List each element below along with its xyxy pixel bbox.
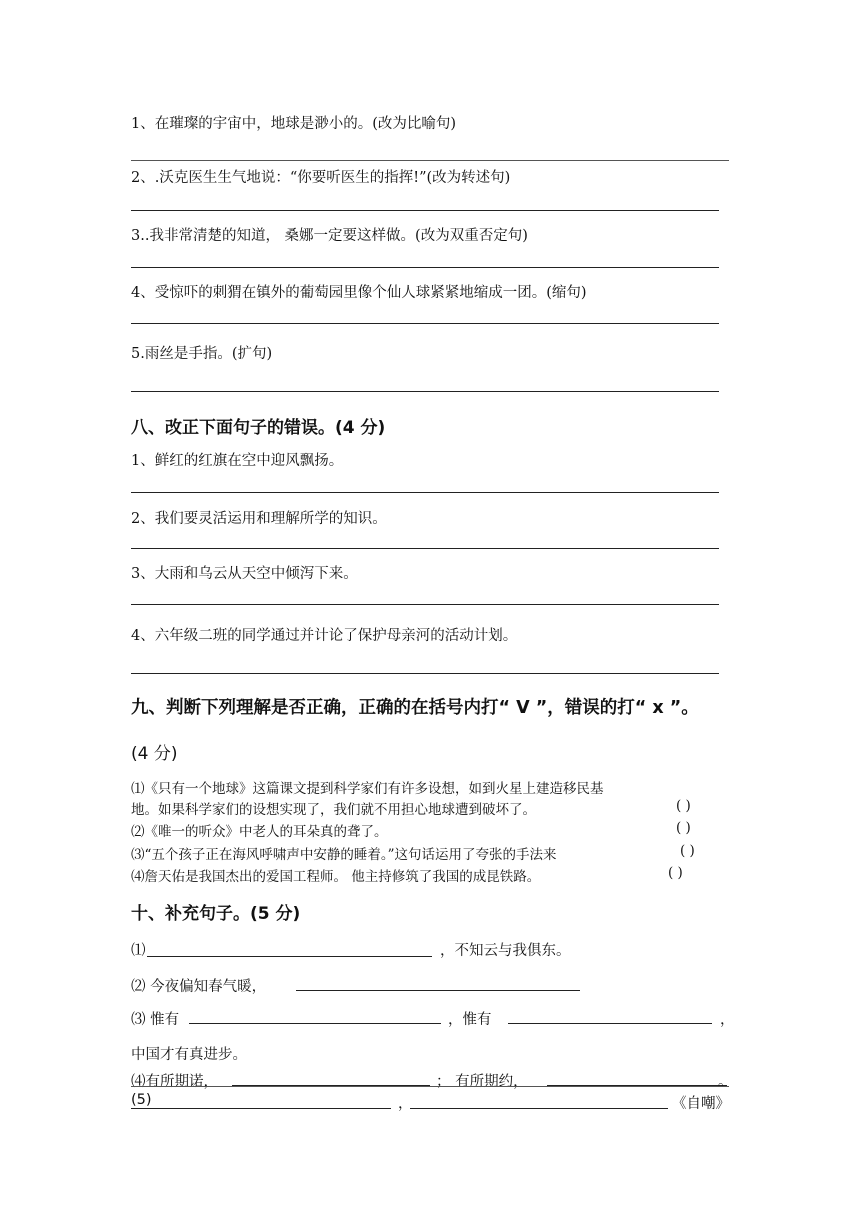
answer-line[interactable] — [131, 267, 719, 268]
fill-5-mid: ， — [398, 1096, 413, 1112]
fill-1-tail: ，不知云与我俱东。 — [440, 943, 571, 959]
fill-blank[interactable] — [296, 990, 580, 991]
answer-line[interactable] — [131, 604, 719, 605]
rewrite-item-3: 3..我非常清楚的知道， 桑娜一定要这样做。(改为双重否定句) — [131, 228, 528, 244]
answer-line[interactable] — [131, 492, 719, 493]
answer-paren[interactable]: ( ) — [676, 820, 691, 836]
answer-line[interactable] — [131, 323, 719, 324]
fill-3-mid: ，惟有 — [448, 1012, 492, 1028]
section-9-item-3: ⑶“五个孩子正在海风呼啸声中安静的睡着。”这句话运用了夸张的手法来 — [131, 847, 557, 863]
rewrite-item-4: 4、受惊吓的刺猬在镇外的葡萄园里像个仙人球紧紧地缩成一团。(缩句) — [131, 285, 587, 301]
fill-4-tail: 。 — [718, 1074, 733, 1090]
fill-1-label: ⑴ — [131, 943, 146, 959]
rewrite-item-5: 5.雨丝是手指。(扩句) — [131, 346, 273, 362]
section-9-item-1-cont: 地。如果科学家们的设想实现了，我们就不用担心地球遭到破坏了。 — [131, 802, 536, 818]
fill-blank[interactable] — [508, 1023, 712, 1024]
answer-paren[interactable]: ( ) — [676, 798, 691, 814]
answer-paren[interactable]: ( ) — [680, 843, 695, 859]
section-8-item-3: 3、大雨和乌云从天空中倾泻下来。 — [131, 566, 358, 582]
fill-3-label: ⑶ 惟有 — [131, 1012, 180, 1028]
section-9-item-1: ⑴《只有一个地球》这篇课文提到科学家们有许多设想，如到火星上建造移民基 — [131, 781, 604, 797]
fill-5-tail: 《自嘲》 — [672, 1096, 730, 1112]
divider-line — [131, 1086, 729, 1087]
fill-blank[interactable] — [147, 956, 432, 957]
rewrite-item-2: 2、.沃克医生生气地说：“你要听医生的指挥!”(改为转述句) — [131, 170, 511, 186]
section-9-item-4: ⑷詹天佑是我国杰出的爱国工程师。 他主持修筑了我国的成昆铁路。 — [131, 869, 541, 885]
fill-5-label: (5) — [131, 1092, 152, 1108]
section-8-title: 八、改正下面句子的错误。(4 分) — [131, 418, 386, 438]
answer-line[interactable] — [131, 391, 719, 392]
section-9-item-2: ⑵《唯一的听众》中老人的耳朵真的聋了。 — [131, 824, 388, 840]
answer-paren[interactable]: ( ) — [668, 865, 683, 881]
section-8-item-2: 2、我们要灵活运用和理解所学的知识。 — [131, 511, 387, 527]
answer-line[interactable] — [131, 673, 719, 674]
fill-2-label: ⑵ 今夜偏知春气暖， — [131, 979, 267, 995]
answer-line[interactable] — [131, 160, 729, 161]
fill-3-cont: 中国才有真进步。 — [131, 1047, 247, 1063]
section-8-item-1: 1、鲜红的红旗在空中迎风飘扬。 — [131, 453, 344, 469]
fill-blank[interactable] — [189, 1023, 441, 1024]
answer-line[interactable] — [131, 548, 719, 549]
fill-4-mid: ； 有所期约， — [436, 1074, 528, 1090]
section-9-score: (4 分) — [131, 744, 178, 764]
fill-blank[interactable] — [131, 1108, 391, 1109]
rewrite-item-1: 1、在璀璨的宇宙中，地球是渺小的。(改为比喻句) — [131, 116, 457, 132]
section-9-title: 九、判断下列理解是否正确，正确的在括号内打“ V ”，错误的打“ x ”。 — [131, 698, 699, 718]
answer-line[interactable] — [131, 210, 719, 211]
section-8-item-4: 4、六年级二班的同学通过并计论了保护母亲河的活动计划。 — [131, 628, 518, 644]
fill-blank[interactable] — [410, 1108, 668, 1109]
section-10-title: 十、补充句子。(5 分) — [131, 904, 301, 924]
fill-3-tail: ， — [720, 1012, 735, 1028]
fill-4-label: ⑷有所期诺， — [131, 1074, 218, 1090]
